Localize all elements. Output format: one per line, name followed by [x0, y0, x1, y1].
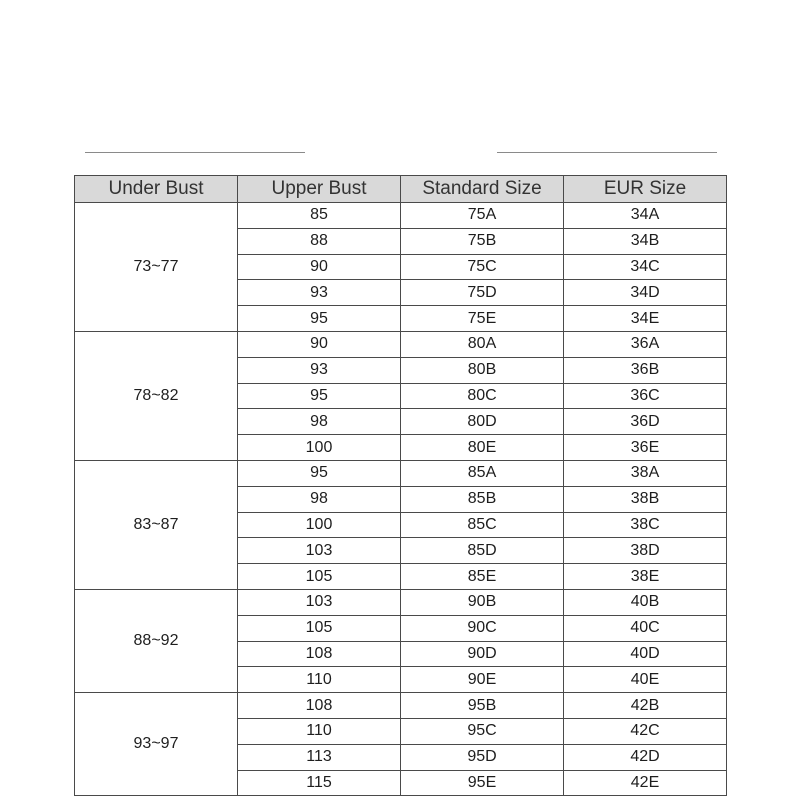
upper-bust-cell: 100 [238, 435, 401, 461]
eur-size-cell: 34A [564, 203, 727, 229]
standard-size-cell: 85D [401, 538, 564, 564]
standard-size-cell: 95C [401, 718, 564, 744]
eur-size-cell: 38E [564, 564, 727, 590]
eur-size-cell: 34B [564, 228, 727, 254]
upper-bust-cell: 93 [238, 280, 401, 306]
table-row [75, 203, 727, 229]
standard-size-cell: 75C [401, 254, 564, 280]
decorative-line-right [497, 152, 717, 153]
eur-size-cell: 40D [564, 641, 727, 667]
standard-size-cell: 80A [401, 331, 564, 357]
eur-size-cell: 34C [564, 254, 727, 280]
standard-size-cell: 75A [401, 203, 564, 229]
eur-size-cell: 38C [564, 512, 727, 538]
upper-bust-cell: 108 [238, 693, 401, 719]
standard-size-cell: 85C [401, 512, 564, 538]
standard-size-cell: 90E [401, 667, 564, 693]
eur-size-cell: 42B [564, 693, 727, 719]
header-under-bust: Under Bust [75, 176, 238, 203]
upper-bust-cell: 90 [238, 254, 401, 280]
eur-size-cell: 36B [564, 357, 727, 383]
eur-size-cell: 42E [564, 770, 727, 796]
upper-bust-cell: 98 [238, 409, 401, 435]
under-bust-cell: 78~82 [75, 331, 238, 460]
header-row [75, 176, 727, 203]
upper-bust-cell: 100 [238, 512, 401, 538]
upper-bust-cell: 113 [238, 744, 401, 770]
table-row [75, 460, 727, 486]
eur-size-cell: 40C [564, 615, 727, 641]
under-bust-cell: 73~77 [75, 203, 238, 332]
decorative-line-left [85, 152, 305, 153]
eur-size-cell: 38D [564, 538, 727, 564]
standard-size-cell: 85B [401, 486, 564, 512]
upper-bust-cell: 88 [238, 228, 401, 254]
eur-size-cell: 42C [564, 718, 727, 744]
standard-size-cell: 95D [401, 744, 564, 770]
table-body [75, 203, 727, 796]
eur-size-cell: 42D [564, 744, 727, 770]
header-upper-bust: Upper Bust [238, 176, 401, 203]
standard-size-cell: 80C [401, 383, 564, 409]
upper-bust-cell: 95 [238, 383, 401, 409]
standard-size-cell: 90C [401, 615, 564, 641]
upper-bust-cell: 103 [238, 589, 401, 615]
standard-size-cell: 75E [401, 306, 564, 332]
eur-size-cell: 38B [564, 486, 727, 512]
table-row [75, 589, 727, 615]
upper-bust-cell: 85 [238, 203, 401, 229]
upper-bust-cell: 98 [238, 486, 401, 512]
eur-size-cell: 36C [564, 383, 727, 409]
table-row [75, 693, 727, 719]
upper-bust-cell: 105 [238, 564, 401, 590]
eur-size-cell: 40E [564, 667, 727, 693]
upper-bust-cell: 115 [238, 770, 401, 796]
upper-bust-cell: 108 [238, 641, 401, 667]
standard-size-cell: 80B [401, 357, 564, 383]
upper-bust-cell: 110 [238, 667, 401, 693]
eur-size-cell: 40B [564, 589, 727, 615]
standard-size-cell: 95E [401, 770, 564, 796]
standard-size-cell: 75D [401, 280, 564, 306]
header-standard-size: Standard Size [401, 176, 564, 203]
standard-size-cell: 95B [401, 693, 564, 719]
eur-size-cell: 34D [564, 280, 727, 306]
upper-bust-cell: 103 [238, 538, 401, 564]
upper-bust-cell: 95 [238, 460, 401, 486]
header-eur-size: EUR Size [564, 176, 727, 203]
upper-bust-cell: 95 [238, 306, 401, 332]
eur-size-cell: 38A [564, 460, 727, 486]
eur-size-cell: 36D [564, 409, 727, 435]
upper-bust-cell: 93 [238, 357, 401, 383]
under-bust-cell: 83~87 [75, 460, 238, 589]
standard-size-cell: 85E [401, 564, 564, 590]
upper-bust-cell: 90 [238, 331, 401, 357]
under-bust-cell: 88~92 [75, 589, 238, 692]
eur-size-cell: 36A [564, 331, 727, 357]
standard-size-cell: 90B [401, 589, 564, 615]
eur-size-cell: 36E [564, 435, 727, 461]
standard-size-cell: 90D [401, 641, 564, 667]
table-header [75, 176, 727, 203]
table-row [75, 331, 727, 357]
upper-bust-cell: 110 [238, 718, 401, 744]
standard-size-cell: 80E [401, 435, 564, 461]
eur-size-cell: 34E [564, 306, 727, 332]
standard-size-cell: 75B [401, 228, 564, 254]
standard-size-cell: 85A [401, 460, 564, 486]
standard-size-cell: 80D [401, 409, 564, 435]
upper-bust-cell: 105 [238, 615, 401, 641]
under-bust-cell: 93~97 [75, 693, 238, 796]
size-chart-table [74, 175, 727, 796]
